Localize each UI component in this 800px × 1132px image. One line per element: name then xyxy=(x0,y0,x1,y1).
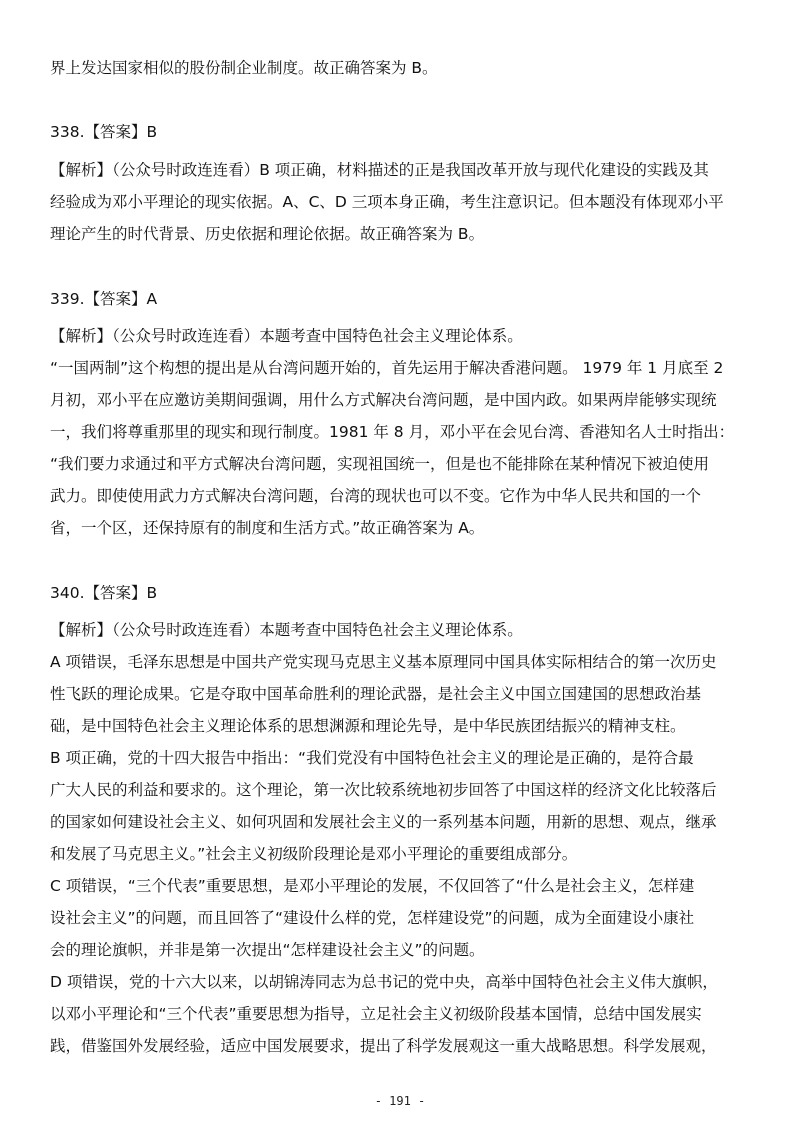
question-340-heading: 340.【答案】B xyxy=(50,584,158,602)
question-340-line: A 项错误，毛泽东思想是中国共产党实现马克思主义基本原理同中国具体实际相结合的第一次历史 xyxy=(50,653,717,671)
page-number: - 191 - xyxy=(374,1094,426,1108)
question-339-line: 省，一个区，还保持原有的制度和生活方式。”故正确答案为 A。 xyxy=(50,519,485,537)
question-339-line: 月初，邓小平在应邀访美期间强调，用什么方式解决台湾问题，是中国内政。如果两岸能够实现统 xyxy=(50,391,717,409)
question-338-heading: 338.【答案】B xyxy=(50,123,158,141)
question-339-line: “一国两制”这个构想的提出是从台湾问题开始的，首先运用于解决香港问题。 1979 年 1 月底至 2 xyxy=(50,359,724,377)
question-339-line: 【解析】（公众号时政连连看）本题考查中国特色社会主义理论体系。 xyxy=(50,327,523,345)
question-340-line: D 项错误，党的十六大以来，以胡锦涛同志为总书记的党中央，高举中国特色社会主义伟大旗帜， xyxy=(50,973,718,991)
question-340-line: 会的理论旗帜，并非是第一次提出“怎样建设社会主义”的问题。 xyxy=(50,941,485,959)
question-340-line: 以邓小平理论和“三个代表”重要思想为指导，立足社会主义初级阶段基本国情，总结中国发展实 xyxy=(50,1005,702,1023)
question-340-line: 【解析】（公众号时政连连看）本题考查中国特色社会主义理论体系。 xyxy=(50,621,523,639)
question-340-line: 广大人民的利益和要求的。这个理论，第一次比较系统地初步回答了中国这样的经济文化比较落后 xyxy=(50,781,717,799)
question-340-line: C 项错误，“三个代表”重要思想，是邓小平理论的发展，不仅回答了“什么是社会主义，怎样建 xyxy=(50,877,695,895)
question-340-line: 设社会主义”的问题，而且回答了“建设什么样的党，怎样建设党”的问题，成为全面建设小康社 xyxy=(50,909,695,927)
question-340-line: 性飞跃的理论成果。它是夺取中国革命胜利的理论武器，是社会主义中国立国建国的思想政治基 xyxy=(50,685,702,703)
question-339-line: 武力。即使使用武力方式解决台湾问题，台湾的现状也可以不变。它作为中华人民共和国的一个 xyxy=(50,487,702,505)
question-339-line: 一，我们将尊重那里的现实和现行制度。1981 年 8 月，邓小平在会见台湾、香港知名人士时指出： xyxy=(50,423,735,441)
question-340-line: B 项正确，党的十四大报告中指出：“我们党没有中国特色社会主义的理论是正确的，是符合最 xyxy=(50,749,694,767)
question-339-heading: 339.【答案】A xyxy=(50,290,158,308)
intro-line: 界上发达国家相似的股份制企业制度。故正确答案为 B。 xyxy=(50,59,438,77)
question-340-line: 础，是中国特色社会主义理论体系的思想渊源和理论先导，是中华民族团结振兴的精神支柱。 xyxy=(50,717,686,735)
question-340-line: 的国家如何建设社会主义、如何巩固和发展社会主义的一系列基本问题，用新的思想、观点，继承 xyxy=(50,813,717,831)
question-340-line: 和发展了马克思主义。”社会主义初级阶段理论是邓小平理论的重要组成部分。 xyxy=(50,845,578,863)
question-338-line: 【解析】（公众号时政连连看）B 项正确，材料描述的正是我国改革开放与现代化建设的实践及其 xyxy=(50,161,709,179)
question-340-line: 践，借鉴国外发展经验，适应中国发展要求，提出了科学发展观这一重大战略思想。科学发展观， xyxy=(50,1037,717,1055)
question-339-line: “我们要力求通过和平方式解决台湾问题，实现祖国统一，但是也不能排除在某种情况下被迫使用 xyxy=(50,455,710,473)
question-338-line: 理论产生的时代背景、历史依据和理论依据。故正确答案为 B。 xyxy=(50,225,485,243)
question-338-line: 经验成为邓小平理论的现实依据。A、C、D 三项本身正确，考生注意识记。但本题没有体现邓小平 xyxy=(50,193,724,211)
